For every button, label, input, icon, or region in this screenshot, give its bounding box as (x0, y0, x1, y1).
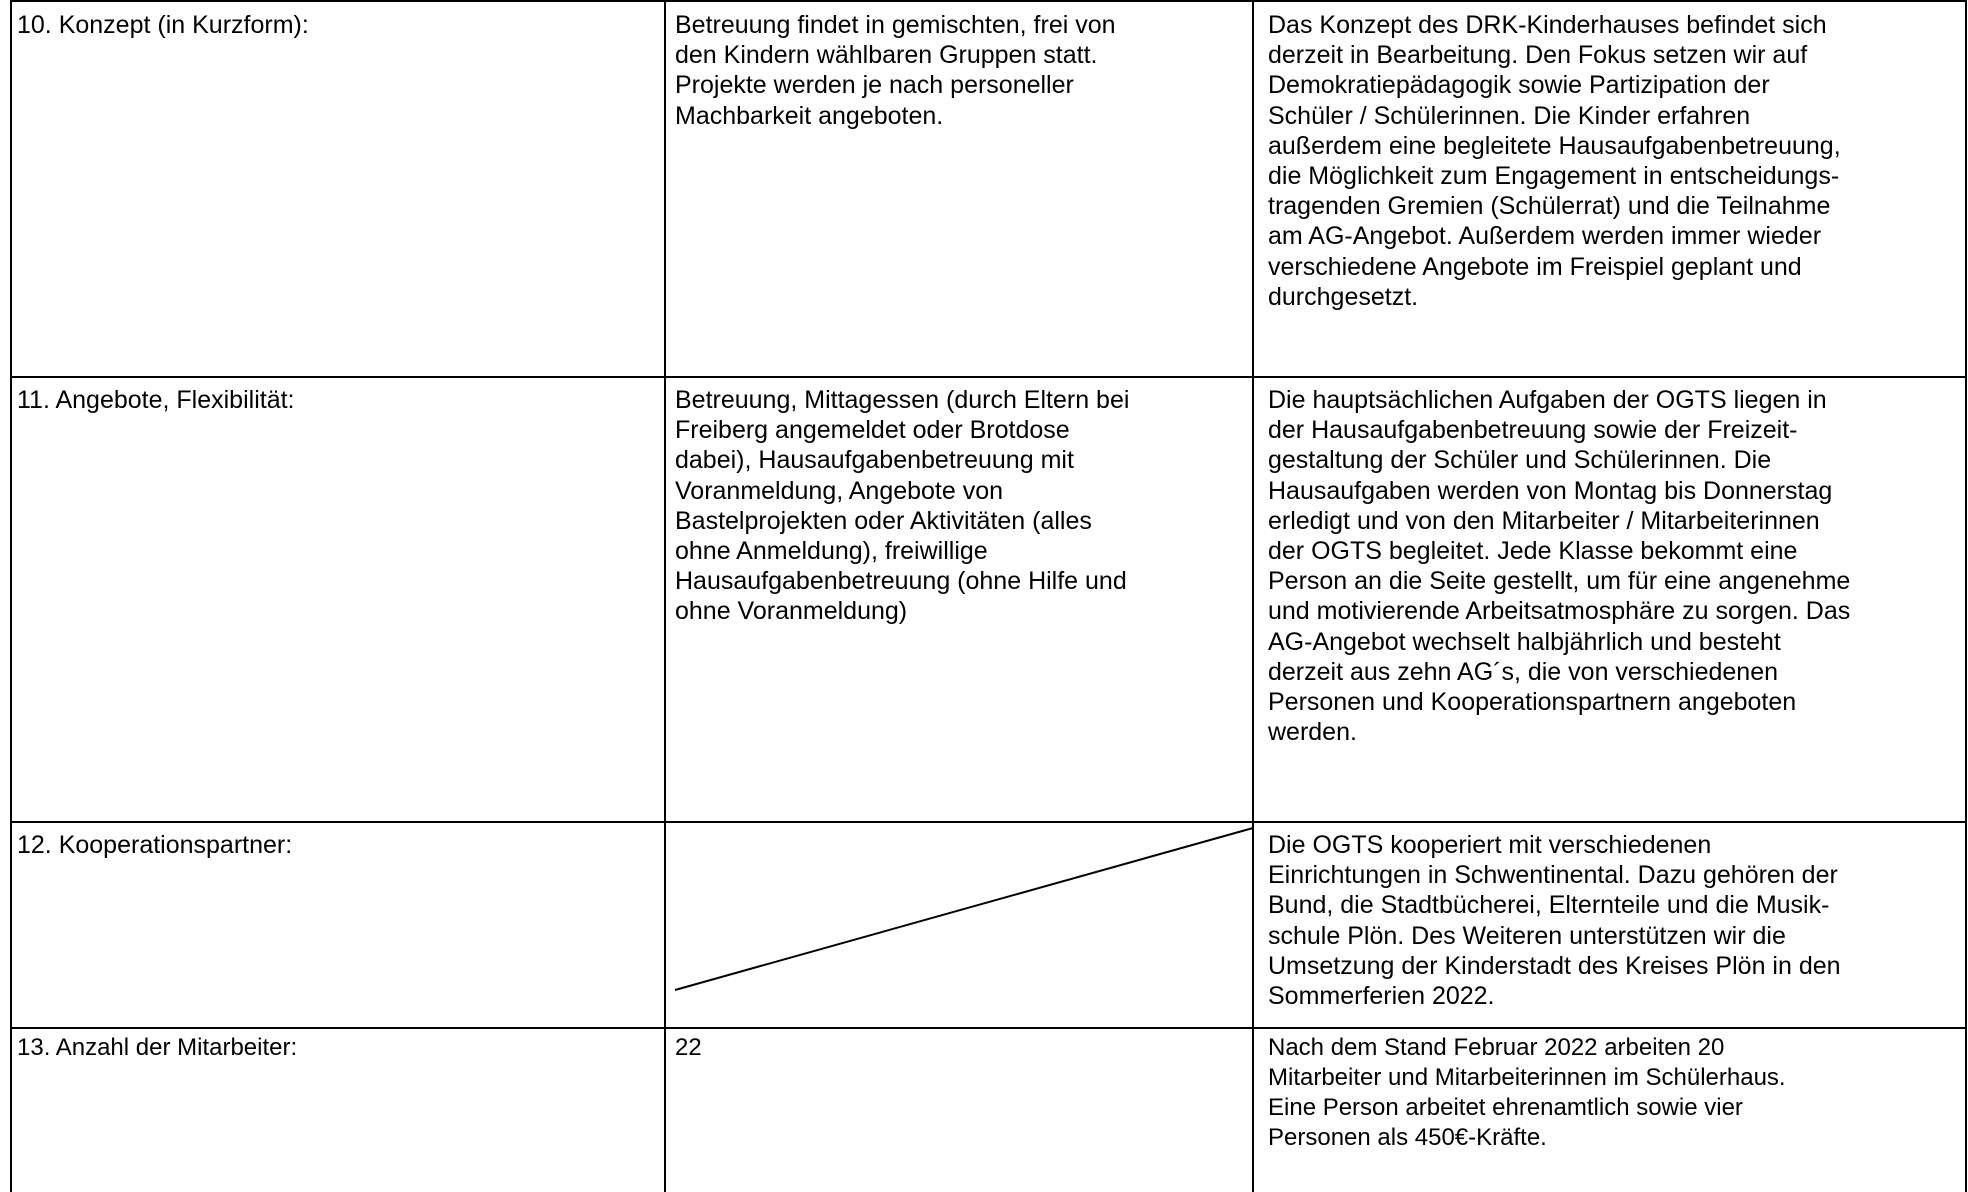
row-11-label: 11. Angebote, Flexibilität: (17, 386, 295, 414)
row-divider-2 (10, 821, 1967, 823)
row-13-label: 13. Anzahl der Mitarbeiter: (17, 1034, 298, 1061)
row-10-col3: Das Konzept des DRK-Kinderhauses befindet sich derzeit in Bearbeitung. Den Fokus setzen wir auf Demokratiepädagogik sowie Partizipation der Schüler / Schülerinnen. Die Kinder erfahren außerdem eine begleitete Hausaufgabenbetreuung, die Möglichkeit zum Engagement in entscheidungs- tragenden Gremien (Schülerrat) und die Teilnahme am AG-Angebot. Außerdem werden immer wieder verschiedene Angebote im Freispiel geplant und durchgesetzt. (1268, 11, 1841, 311)
row-13-col2: 22 (675, 1034, 702, 1061)
table-column-divider-1 (664, 0, 666, 1192)
row-10-col2: Betreuung findet in gemischten, frei von den Kindern wählbaren Gruppen statt. Projekte werden je nach personeller Machbarkeit angeboten. (675, 11, 1116, 130)
row-13-col3: Nach dem Stand Februar 2022 arbeiten 20 Mitarbeiter und Mitarbeiterinnen im Schülerhaus. Eine Person arbeitet ehrenamtlich sowie vier Personen als 450€-Kräfte. (1268, 1034, 1786, 1151)
row-divider-1 (10, 376, 1967, 378)
table-border-left (10, 0, 12, 1192)
row-11-col3: Die hauptsächlichen Aufgaben der OGTS liegen in der Hausaufgabenbetreuung sowie der Freizeit- gestaltung der Schüler und Schülerinnen. Die Hausaufgaben werden von Montag bis Donnerstag erledigt und von den Mitarbeiter / Mitarbeiterinnen der OGTS begleitet. Jede Klasse bekommt eine Person an die Seite gestellt, um für eine angenehme und motivierende Arbeitsatmosphäre zu sorgen. Das AG-Angebot wechselt halbjährlich und besteht derzeit aus zehn AG´s, die von verschiedenen Personen und Kooperationspartnern angeboten werden. (1268, 386, 1851, 747)
row-11-col2: Betreuung, Mittagessen (durch Eltern bei Freiberg angemeldet oder Brotdose dabei), Hausaufgabenbetreuung mit Voranmeldung, Angebote von Bastelprojekten oder Aktivitäten (alles ohne Anmeldung), freiwillige Hausaufgabenbetreuung (ohne Hilfe und ohne Voranmeldung) (675, 386, 1130, 626)
table-border-top (10, 0, 1967, 2)
table-border-right (1965, 0, 1967, 1192)
row-10-label: 10. Konzept (in Kurzform): (17, 11, 309, 39)
row-12-label: 12. Kooperationspartner: (17, 831, 293, 859)
table-column-divider-2 (1252, 0, 1254, 1192)
row-12-col3: Die OGTS kooperiert mit verschiedenen Einrichtungen in Schwentinental. Dazu gehören der Bund, die Stadtbücherei, Elternteile und die Musik- schule Plön. Des Weiteren unterstützen wir die Umsetzung der Kinderstadt des Kreises Plön in den Sommerferien 2022. (1268, 831, 1841, 1011)
row-divider-3 (10, 1027, 1967, 1029)
